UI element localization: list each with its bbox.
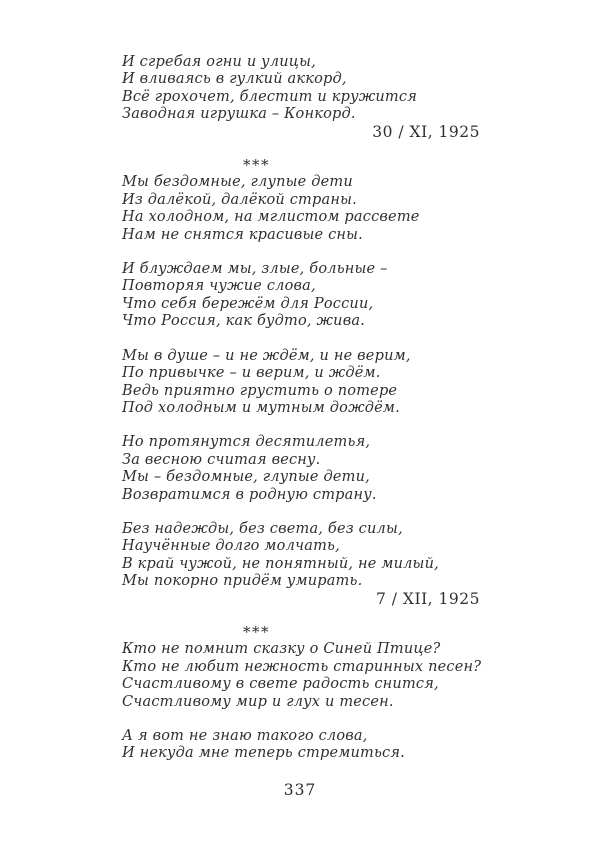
poem-line: Мы в душе – и не ждём, и не верим, — [122, 347, 411, 364]
poem-line: Ведь приятно грустить о потере — [122, 382, 398, 399]
stanza — [122, 728, 480, 763]
stanza — [122, 261, 480, 331]
poem-line: Кто не любит нежность старинных песен? — [122, 658, 482, 675]
poem-line: А я вот не знаю такого слова, — [122, 728, 368, 744]
poem-line: И некуда мне теперь стремиться. — [122, 745, 405, 762]
poem-line: И сгребая огни и улицы, — [122, 54, 316, 70]
poem-date: 7 / XII, 1925 — [375, 589, 480, 608]
poem-line: Нам не снятся красивые сны. — [122, 226, 363, 243]
stanza-separator: *** — [243, 156, 270, 175]
poem-line: Без надежды, без света, без силы, — [122, 520, 403, 537]
stanza — [122, 348, 480, 418]
poem-line: Что Россия, как будто, жива. — [122, 313, 366, 330]
poem-date: 30 / XI, 1925 — [372, 122, 480, 141]
poem-line: Счастливому в свете радость снится, — [122, 676, 439, 693]
stanza — [122, 54, 480, 124]
stanza — [122, 641, 480, 711]
poem-line: За весною считая весну. — [122, 451, 321, 468]
stanza — [122, 434, 480, 504]
stanza — [122, 521, 480, 591]
poem-line: Мы бездомные, глупые дети — [122, 174, 353, 191]
poem-line: Но протянутся десятилетья, — [122, 434, 371, 451]
poem-line: Кто не помнит сказку о Синей Птице? — [122, 641, 441, 658]
poem-line: По привычке – и верим, и ждём. — [122, 365, 381, 382]
poem-line: И вливаясь в гулкий аккорд, — [122, 71, 347, 88]
poem-line: Мы покорно придём умирать. — [122, 573, 363, 590]
page-number: 337 — [283, 780, 317, 799]
poem-line: Что себя бережём для России, — [122, 295, 374, 312]
poem-line: Научённые долго молчать, — [122, 538, 340, 555]
poem-line: Мы – бездомные, глупые дети, — [122, 469, 370, 486]
poem-line: Счастливому мир и глух и тесен. — [122, 693, 394, 710]
stanza — [122, 174, 480, 244]
poem-line: Из далёкой, далёкой страны. — [122, 191, 357, 208]
poem-line: И блуждаем мы, злые, больные – — [122, 261, 388, 278]
poem-line: Заводная игрушка – Конкорд. — [122, 106, 356, 123]
poem-line: Под холодным и мутным дождём. — [122, 399, 400, 416]
poem-line: Повторяя чужие слова, — [122, 278, 316, 295]
poem-line: На холодном, на мглистом рассвете — [122, 209, 420, 226]
poem-line: В край чужой, не понятный, не милый, — [122, 555, 439, 572]
poem-line: Всё грохочет, блестит и кружится — [122, 88, 418, 105]
stanza-separator: *** — [243, 622, 270, 641]
poem-line: Возвратимся в родную страну. — [122, 486, 377, 503]
